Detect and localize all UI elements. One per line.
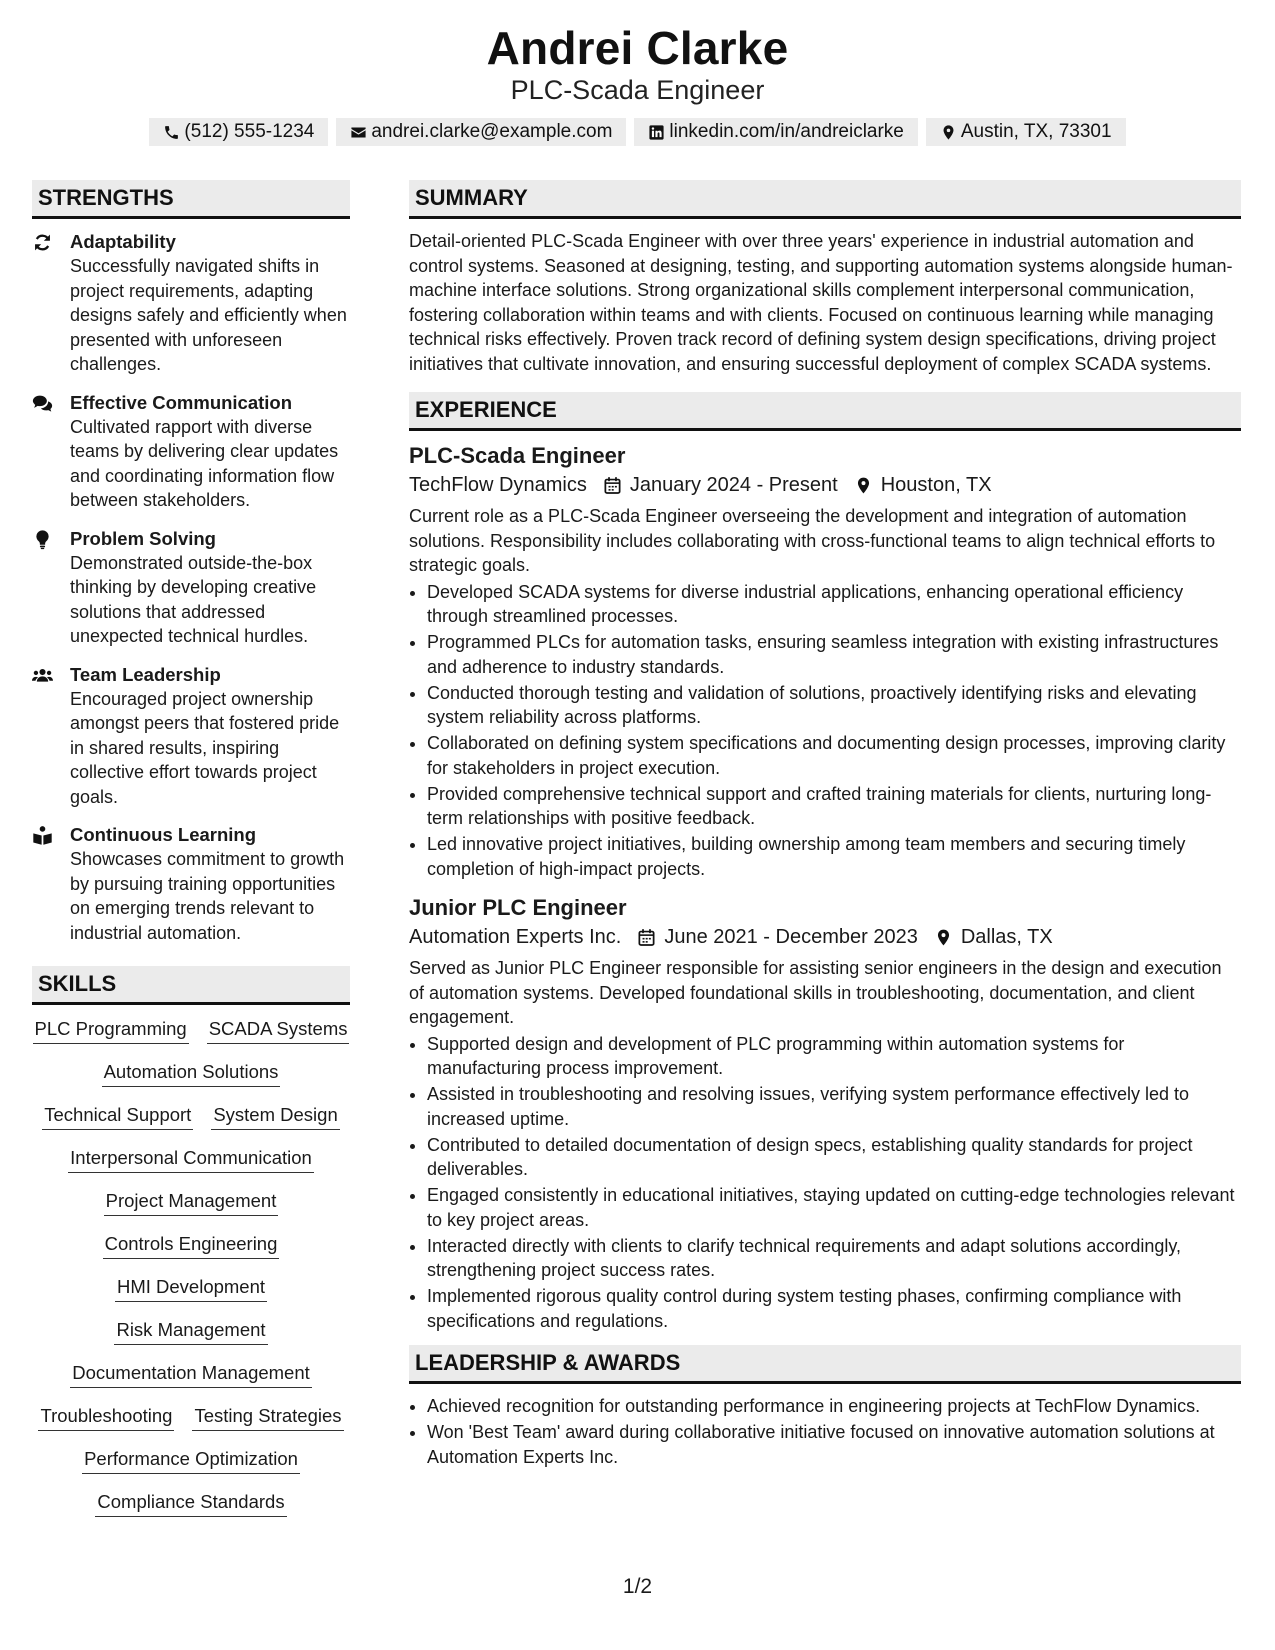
skills-heading: SKILLS: [32, 966, 350, 1005]
contact-location: [926, 118, 1126, 146]
strength-desc: Showcases commitment to growth by pursuing training opportunities on emerging trends relevant to industrial automation.: [70, 849, 345, 943]
strength-desc: Cultivated rapport with diverse teams by delivering clear updates and coordinating information flow between stakeholders.: [70, 416, 339, 510]
strength-item: [32, 390, 350, 513]
job-title: PLC-Scada Engineer: [409, 443, 626, 468]
skill-tag: PLC Programming: [33, 1017, 189, 1044]
strengths-heading: STRENGTHS: [32, 180, 350, 219]
strength-item: [32, 229, 350, 377]
comments-icon: [32, 393, 53, 414]
phone-text: (512) 555-1234: [184, 121, 315, 142]
skill-tag: Troubleshooting: [38, 1404, 174, 1431]
contact-bar: [0, 118, 1275, 146]
page-number: 1/2: [622, 1575, 653, 1598]
experience-heading: EXPERIENCE: [409, 392, 1241, 431]
right-column: [409, 180, 1241, 1471]
calendar-icon: [637, 928, 656, 947]
candidate-title: PLC-Scada Engineer: [510, 75, 765, 105]
users-icon: [32, 665, 53, 686]
job-bullet: • Collaborated on defining system specifications and documenting design processes, improving clarity for stakeholders in project execution.: [427, 731, 1241, 780]
map-marker-icon: [940, 124, 957, 141]
strength-desc: Successfully navigated shifts in project requirements, adapting designs safely and efficiently when presented with unforeseen challenges.: [70, 256, 347, 374]
map-marker-icon: [934, 928, 953, 947]
awards-list: [409, 1394, 1241, 1469]
job-location: Houston, TX: [880, 474, 992, 496]
job-bullet: • Implemented rigorous quality control during system testing phases, confirming compliance with specifications and regulations.: [427, 1284, 1241, 1333]
job-bullet: • Supported design and development of PLC programming within automation systems for manufacturing process improvement.: [427, 1032, 1241, 1081]
strength-title: Effective Communication: [70, 391, 293, 413]
strength-item: [32, 822, 350, 945]
skill-tag: SCADA Systems: [207, 1017, 350, 1044]
job-bullet: • Developed SCADA systems for diverse industrial applications, enhancing operational efficiency through streamlined processes.: [427, 580, 1241, 629]
contact-phone[interactable]: [149, 118, 328, 146]
awards-heading: LEADERSHIP & AWARDS: [409, 1345, 1241, 1384]
award-bullet: • Achieved recognition for outstanding performance in engineering projects at TechFlow Dynamics.: [427, 1394, 1241, 1419]
strength-title: Adaptability: [70, 231, 176, 252]
map-marker-icon: [854, 476, 873, 495]
skill-tag: System Design: [211, 1103, 339, 1130]
strength-title: Team Leadership: [70, 663, 221, 685]
resume-header: [0, 0, 1275, 146]
candidate-name: Andrei Clarke: [486, 22, 789, 74]
job-bullet: • Conducted thorough testing and validation of solutions, proactively identifying risks and elevating system reliability across platforms.: [427, 681, 1241, 730]
strength-item: [32, 662, 350, 810]
job-bullets: [409, 1032, 1241, 1334]
job-meta: [409, 922, 1241, 952]
phone-icon: [163, 124, 180, 141]
linkedin-icon: [648, 124, 665, 141]
job-entry: [409, 893, 1241, 1333]
award-bullet: • Won 'Best Team' award during collaborative initiative focused on innovative automation solutions at Automation Experts Inc.: [427, 1420, 1241, 1469]
skill-tag: Project Management: [104, 1189, 279, 1216]
left-column: [32, 180, 350, 1533]
book-reader-icon: [32, 825, 53, 846]
skill-tag: Performance Optimization: [82, 1447, 300, 1474]
skill-tag: Interpersonal Communication: [68, 1146, 314, 1173]
skill-tag: HMI Development: [115, 1275, 267, 1302]
job-bullet: • Provided comprehensive technical support and crafted training materials for clients, nurturing long-term relationships with positive feedback.: [427, 782, 1241, 831]
location-text: Austin, TX, 73301: [960, 121, 1112, 142]
job-bullet: • Contributed to detailed documentation of design specs, establishing quality standards for project deliverables.: [427, 1133, 1241, 1182]
skill-tag: Testing Strategies: [192, 1404, 343, 1431]
job-entry: [409, 441, 1241, 881]
job-dates: June 2021 - December 2023: [664, 926, 918, 948]
skill-tag: Technical Support: [42, 1103, 193, 1130]
skill-tag: Documentation Management: [70, 1361, 312, 1388]
job-company: Automation Experts Inc.: [409, 926, 622, 948]
envelope-icon: [350, 124, 367, 141]
job-description: Served as Junior PLC Engineer responsible for assisting senior engineers in the design and execution of automation systems. Developed foundational skills in troubleshooting, documentation, and client engagement.: [409, 958, 1222, 1027]
contact-email[interactable]: [336, 118, 626, 146]
job-bullet: • Engaged consistently in educational initiatives, staying updated on cutting-edge technologies relevant to key project areas.: [427, 1183, 1241, 1232]
job-bullet: • Programmed PLCs for automation tasks, ensuring seamless integration with existing infrastructures and adherence to industry standards.: [427, 630, 1241, 679]
job-title: Junior PLC Engineer: [409, 895, 627, 920]
skills-list: [32, 1015, 350, 1517]
summary-text: Detail-oriented PLC-Scada Engineer with over three years' experience in industrial automation and control systems. Seasoned at designing, testing, and supporting automation systems alongside human-machine interface solutions. Strong organizational skills complement interpersonal communication, fostering collaboration within teams and with clients. Focused on continuous learning while managing technical risks effectively. Proven track record of defining system design specifications, driving project initiatives that cultivate innovation, and ensuring successful deployment of complex SCADA systems.: [409, 231, 1233, 374]
sync-icon: [32, 232, 53, 253]
job-bullet: • Interacted directly with clients to clarify technical requirements and adapt solutions accordingly, strengthening project success rates.: [427, 1234, 1241, 1283]
skill-tag: Controls Engineering: [103, 1232, 280, 1259]
job-meta: [409, 470, 1241, 500]
email-text: andrei.clarke@example.com: [371, 121, 613, 142]
strength-title: Problem Solving: [70, 527, 216, 549]
strength-desc: Demonstrated outside-the-box thinking by developing creative solutions that addressed unexpected technical hurdles.: [70, 552, 317, 646]
job-bullets: [409, 580, 1241, 882]
skill-tag: Compliance Standards: [95, 1490, 286, 1517]
job-bullet: • Led innovative project initiatives, building ownership among team members and securing timely completion of high-impact projects.: [427, 832, 1241, 881]
summary-heading: SUMMARY: [409, 180, 1241, 219]
contact-linkedin[interactable]: [634, 118, 917, 146]
job-company: TechFlow Dynamics: [409, 474, 587, 496]
lightbulb-icon: [32, 529, 53, 550]
job-bullet: • Assisted in troubleshooting and resolving issues, verifying system performance effectively led to increased uptime.: [427, 1082, 1241, 1131]
job-location: Dallas, TX: [960, 926, 1053, 948]
skill-tag: Risk Management: [114, 1318, 267, 1345]
strength-desc: Encouraged project ownership amongst peers that fostered pride in shared results, inspiring collective effort towards project goals.: [70, 688, 340, 807]
strength-item: [32, 526, 350, 649]
strength-title: Continuous Learning: [70, 824, 257, 845]
skill-tag: Automation Solutions: [102, 1060, 281, 1087]
job-dates: January 2024 - Present: [629, 474, 838, 496]
linkedin-text: linkedin.com/in/andreiclarke: [669, 121, 904, 142]
job-description: Current role as a PLC-Scada Engineer overseeing the development and integration of automation solutions. Responsibility includes collaborating with cross-functional teams to align technical efforts to strategic goals.: [409, 506, 1216, 575]
calendar-icon: [603, 476, 622, 495]
